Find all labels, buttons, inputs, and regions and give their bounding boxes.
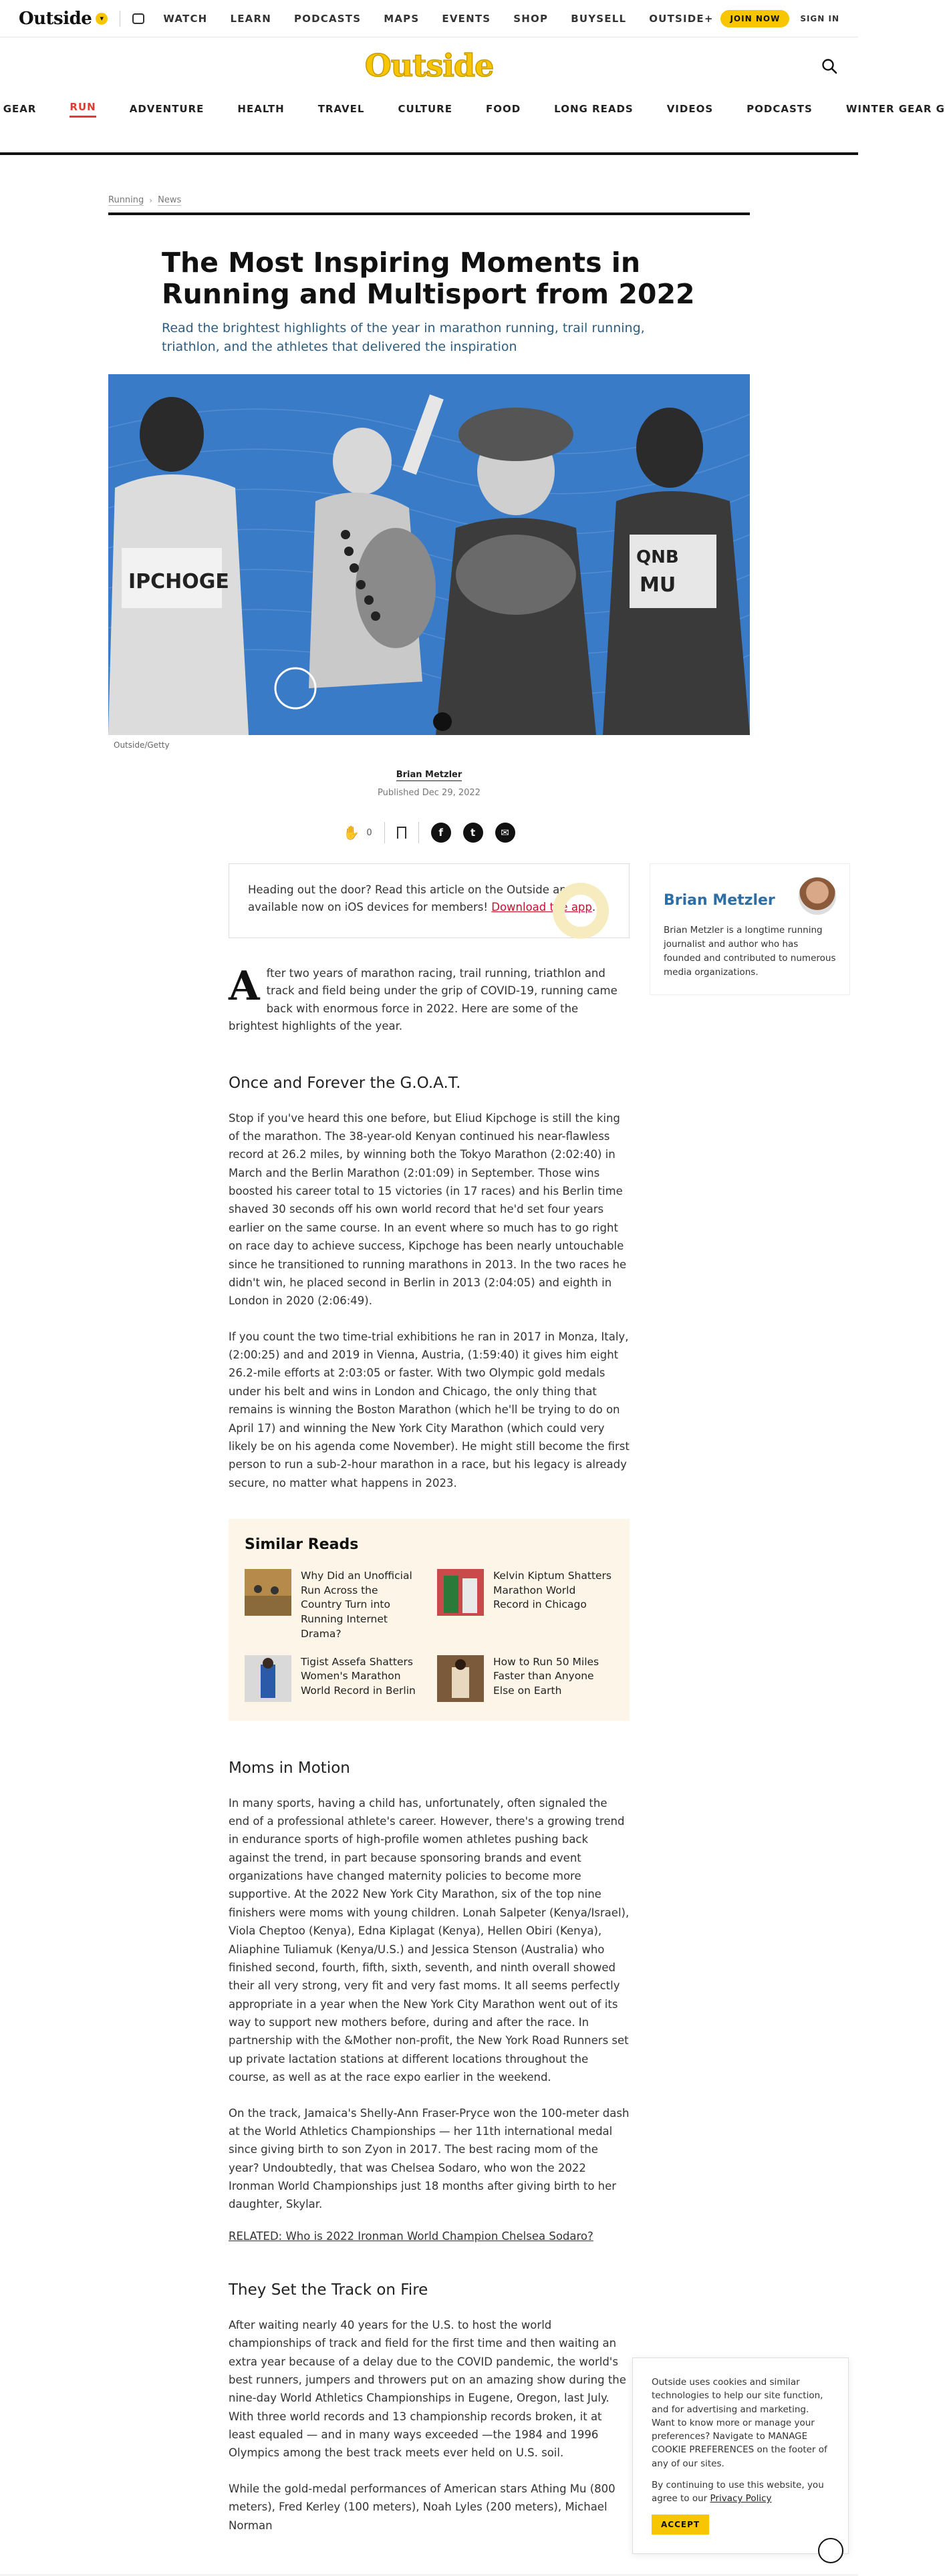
image-credit: Outside/Getty xyxy=(114,740,170,750)
divider xyxy=(418,822,419,843)
privacy-policy-link[interactable]: Privacy Policy xyxy=(710,2493,772,2504)
top-nav-learn[interactable]: LEARN xyxy=(230,12,271,25)
twitter-icon[interactable]: t xyxy=(463,823,483,843)
top-nav-buysell[interactable]: BUYSELL xyxy=(571,12,627,25)
similar-read-item[interactable] xyxy=(437,1569,614,1641)
top-strip xyxy=(0,0,858,37)
body-paragraph: If you count the two time-trial exhibitions he ran in 2017 in Monza, Italy, (2:00:25) and and 2019 in Vienna, Austria, (1:59:40) it gives him eight 26.2-mile efforts at 2:03:05 or faster. With two Olympic gold medals under his belt and wins in London and Chicago, the only thing that remains is winning the Boston Marathon (which he'll be trying to do on April 17) and winning the New York City Marathon (which could very likely be on his agenda come November). He might still become the first person to run a sub-2-hour marathon in a race, but his legacy is already secure, no matter what happens in 2023. xyxy=(229,1330,630,1489)
thumbnail xyxy=(245,1655,291,1702)
similar-read-title: Kelvin Kiptum Shatters Marathon World Record in Chicago xyxy=(493,1570,612,1611)
page-title: The Most Inspiring Moments in Running and Multisport from 2022 xyxy=(162,247,695,311)
clap-button[interactable] xyxy=(343,825,372,841)
clap-count: 0 xyxy=(366,827,372,838)
category-long-reads[interactable]: LONG READS xyxy=(554,103,634,115)
similar-reads xyxy=(229,1519,630,1720)
author-link[interactable]: Brian Metzler xyxy=(396,770,462,780)
section-heading: Once and Forever the G.O.A.T. xyxy=(229,1074,461,1092)
top-nav-events[interactable]: EVENTS xyxy=(442,12,491,25)
body-paragraph: While the gold-medal performances of American stars Athing Mu (800 meters), Fred Kerley (100 meters), Noah Lyles (200 meters), Michael Norman xyxy=(229,2482,616,2532)
facebook-icon[interactable]: f xyxy=(431,823,451,843)
email-icon[interactable]: ✉ xyxy=(495,823,515,843)
breadcrumb-running[interactable]: Running xyxy=(108,195,144,205)
app-promo-text: Heading out the door? Read this article on the Outside app available now on iOS devices for members! xyxy=(248,883,574,913)
share-row xyxy=(108,822,750,843)
avatar xyxy=(799,877,836,915)
similar-reads-title: Similar Reads xyxy=(245,1536,359,1554)
publish-date: Published Dec 29, 2022 xyxy=(378,788,481,798)
cookie-agree-text: By continuing to use this website, you agree to our xyxy=(652,2479,824,2504)
section-heading: Moms in Motion xyxy=(229,1759,350,1777)
brand-wordmark[interactable]: Outside xyxy=(19,8,92,29)
article-header xyxy=(108,212,750,372)
chevron-right-icon: › xyxy=(149,196,153,205)
intro-text: fter two years of marathon racing, trail running, triathlon and track and field being under the grip of COVID-19, running came back with enormous force in 2022. Here are some of the brightest highlights of the year. xyxy=(229,967,618,1033)
similar-read-item[interactable] xyxy=(437,1655,614,1702)
category-podcasts[interactable]: PODCASTS xyxy=(747,103,813,115)
top-nav-maps[interactable]: MAPS xyxy=(384,12,420,25)
cookie-agree xyxy=(652,2478,829,2506)
intro-paragraph xyxy=(229,965,630,1036)
clap-icon: ✋ xyxy=(343,825,360,841)
download-app-link[interactable]: Download the app xyxy=(491,900,592,913)
body-paragraph: Stop if you've heard this one before, but Eliud Kipchoge is still the king of the marathon. The 38-year-old Kenyan continued his near-flawless record at 26.2 miles, by winning both the Tokyo Marathon (2:02:40) in March and the Berlin Marathon (2:01:09) in September. Those wins boosted his career total to 15 victories (in 17 races) and his Berlin time shaved 30 seconds off his own world record that he'd set four years earlier on the same course. In an event where so much has to go right on race day to achieve success, Kipchoge has been nearly untouchable since he transitioned to running marathons in 2013. In the two races he didn't win, he placed second in Berlin in 2013 (2:04:05) and eighth in London in 2020 (2:06:49). xyxy=(229,1111,627,1308)
similar-reads-grid xyxy=(245,1569,614,1701)
body-paragraph: On the track, Jamaica's Shelly-Ann Fraser-Pryce won the 100-meter dash at the World Athletics Championships — her 11th international medal since giving birth to son Zyon in 2017. The best racing mom of the year? Undoubtedly, that was Chelsea Sodaro, who won the 2022 Ironman World Championships just 18 months after giving birth to her daughter, Skylar. xyxy=(229,2106,630,2211)
similar-read-item[interactable] xyxy=(245,1655,421,1702)
top-nav-watch[interactable]: WATCH xyxy=(163,12,208,25)
join-now-button[interactable]: JOIN NOW xyxy=(720,10,789,27)
body-paragraph: In many sports, having a child has, unfortunately, often signaled the end of a professional athlete's career. However, there's a growing trend in endurance sports of high-profile women athletes pushing back against the trend, in part because sponsoring brands and event organizations have changed maternity policies to become more supportive. At the 2022 New York City Marathon, six of the top nine finishers were moms with young children. Lonah Salpeter (Kenya/Israel), Viola Cheptoo (Kenya), Edna Kiplagat (Kenya), Hellen Obiri (Kenya), Aliaphine Tuliamuk (Kenya/U.S.) and Jessica Stenson (Australia) who finished second, fourth, fifth, sixth, seventh, and ninth overall showed their all very strong, very fit and very fast moms. It all seems perfectly appropriate in a year when the New York City Marathon went out of its way to support new mothers before, during and after the race. In partnership with the &Mother non-profit, the New York Road Runners set up private lactation stations at different locations throughout the course, as well as at the race expo earlier in the weekend. xyxy=(229,1796,630,2084)
thumbnail xyxy=(245,1569,291,1616)
top-nav-podcasts[interactable]: PODCASTS xyxy=(293,12,362,25)
svg-text:MU: MU xyxy=(640,573,676,597)
app-promo: Heading out the door? Read this article on the Outside app available now on iOS devices for members! Download the app. xyxy=(229,863,630,938)
top-nav-shop[interactable]: SHOP xyxy=(513,12,549,25)
category-travel[interactable]: TRAVEL xyxy=(317,103,365,115)
breadcrumb-news[interactable]: News xyxy=(158,195,182,205)
thumbnail xyxy=(437,1569,484,1616)
hero-image xyxy=(108,374,750,735)
cookie-banner xyxy=(632,2357,849,2554)
section-heading: They Set the Track on Fire xyxy=(229,2281,428,2299)
similar-read-title: Tigist Assefa Shatters Women's Marathon World Record in Berlin xyxy=(301,1655,416,1697)
top-nav-outside-plus[interactable]: OUTSIDE+ xyxy=(649,12,714,25)
accept-cookies-button[interactable]: ACCEPT xyxy=(652,2515,709,2535)
search-icon[interactable] xyxy=(821,57,838,75)
thumbnail xyxy=(437,1655,484,1702)
article-body xyxy=(229,863,630,2535)
category-health[interactable]: HEALTH xyxy=(237,103,285,115)
nav-rule xyxy=(0,152,858,155)
category-food[interactable]: FOOD xyxy=(485,103,521,115)
outside-logo[interactable]: Outside xyxy=(364,47,494,84)
cookie-text: Outside uses cookies and similar technologies to help our site function, and for advertising and marketing. Want to know more or manage your preferences? Navigate to MANAGE COOKIE PREFERENCES on the footer of any of our sites. xyxy=(652,2377,827,2469)
related-link[interactable]: RELATED: Who is 2022 Ironman World Champion Chelsea Sodaro? xyxy=(229,2229,593,2243)
chevron-down-icon[interactable]: ▾ xyxy=(96,13,108,25)
top-nav xyxy=(163,13,713,25)
divider xyxy=(384,822,385,843)
chat-icon[interactable] xyxy=(132,13,144,24)
author-card-name[interactable]: Brian Metzler xyxy=(664,892,775,909)
similar-read-title: How to Run 50 Miles Faster than Anyone Else on Earth xyxy=(493,1655,599,1697)
author-card-bio: Brian Metzler is a longtime running journalist and author who has founded and contributed to numerous media organizations. xyxy=(664,925,836,978)
svg-text:QNB: QNB xyxy=(636,547,679,567)
body-paragraph: After waiting nearly 40 years for the U.S. to host the world championships of track and field for the first time and then waiting an extra year because of a delay due to the COVID pandemic, the world's best runners, jumpers and throwers put on an amazing show during the nine-day World Athletics Championships in Eugene, Oregon, last July. With three world records and 13 championship records broken, it at least equaled — and in many ways exceeded —the 1984 and 1996 Olympics among the best track meets ever held on U.S. soil. xyxy=(229,2318,626,2460)
category-adventure[interactable]: ADVENTURE xyxy=(129,103,205,115)
logo-bar xyxy=(0,37,858,94)
svg-text:IPCHOGE: IPCHOGE xyxy=(128,570,229,593)
breadcrumb xyxy=(108,195,181,206)
category-run[interactable]: RUN xyxy=(70,101,96,118)
category-culture[interactable]: CULTURE xyxy=(398,103,452,115)
category-nav xyxy=(0,94,945,124)
bookmark-icon[interactable] xyxy=(397,827,406,839)
article-dek: Read the brightest highlights of the year in marathon running, trail running, triathlon, and the athletes that delivered the inspiration xyxy=(162,321,645,354)
category-winter-gear[interactable]: WINTER GEAR G xyxy=(845,103,945,115)
hero-photo-collage xyxy=(108,374,750,735)
similar-read-title: Why Did an Unofficial Run Across the Country Turn into Running Internet Drama? xyxy=(301,1570,412,1640)
sign-in-link[interactable]: SIGN IN xyxy=(800,13,839,23)
similar-read-item[interactable] xyxy=(245,1569,421,1641)
author-card xyxy=(650,863,850,995)
category-gear[interactable]: GEAR xyxy=(3,103,37,115)
drop-cap: A xyxy=(229,963,260,1010)
byline xyxy=(108,755,750,849)
account-actions xyxy=(720,10,839,27)
category-videos[interactable]: VIDEOS xyxy=(666,103,714,115)
outside-o-icon xyxy=(553,883,609,939)
chat-bubble-icon[interactable] xyxy=(818,2538,843,2563)
